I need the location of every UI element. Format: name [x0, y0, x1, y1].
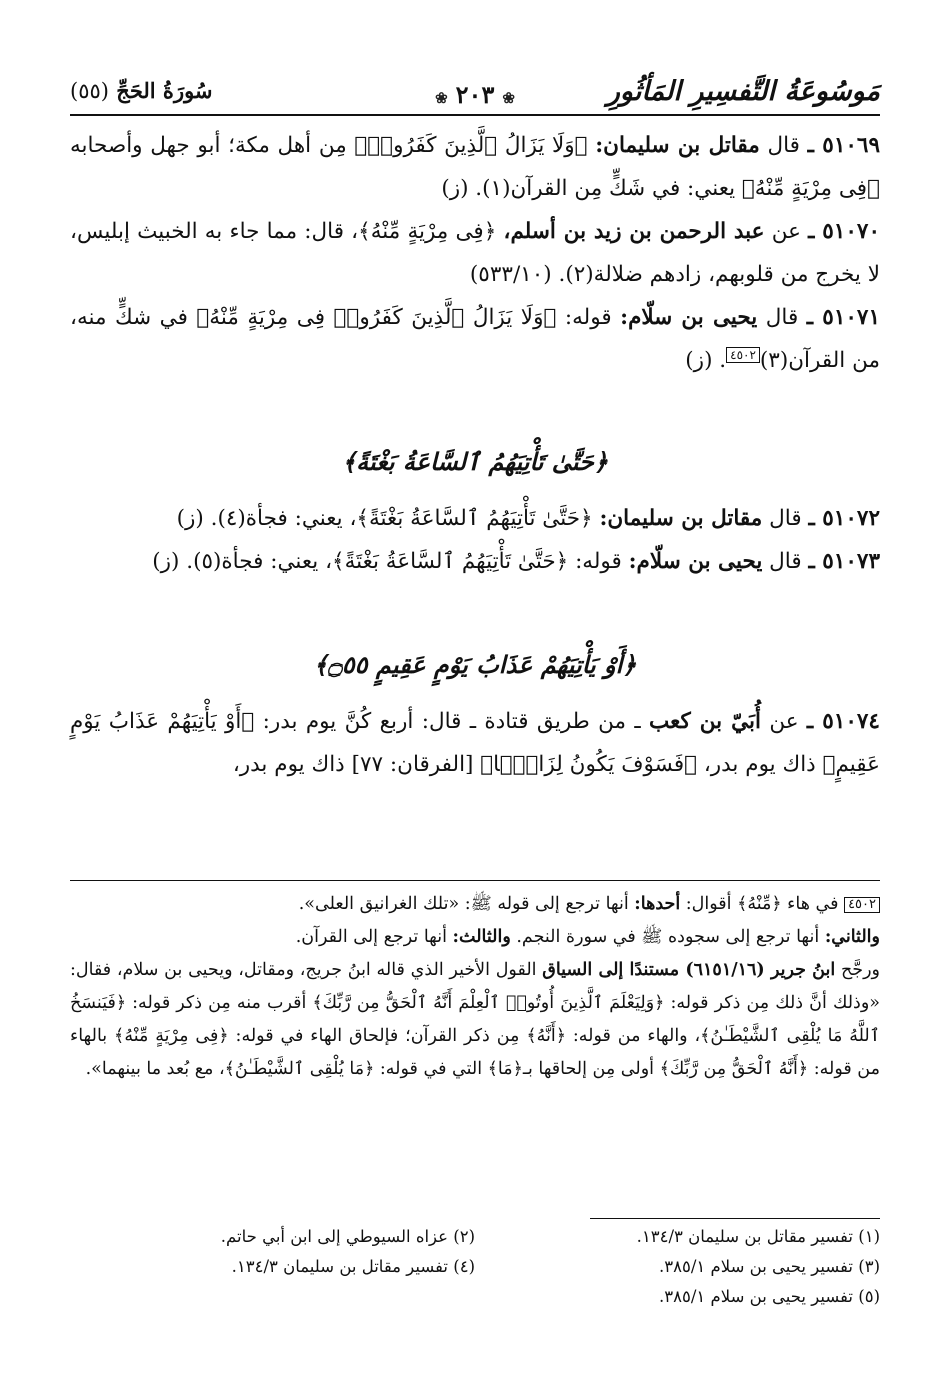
commentary-paragraph: [70, 954, 880, 1086]
surah-label: [70, 78, 213, 103]
entry-intro: عن: [769, 709, 799, 734]
entry-intro: قال: [765, 305, 799, 330]
footnote-row: [70, 1252, 880, 1282]
entry-text: قوله: ﴿حَتَّىٰ تَأْتِيَهُمُ ٱلسَّاعَةُ بَغْتَةً﴾، يعني: فجأة(٥). (ز): [152, 549, 622, 574]
entry-intro: قال: [767, 133, 800, 158]
footnote: (٤) تفسير مقاتل بن سليمان ١٣٤/٣.: [231, 1257, 475, 1276]
footnote: [70, 1282, 475, 1312]
commentary-label: والثالث:: [452, 927, 511, 947]
entry-number: ٥١٠٧٣ ـ: [808, 549, 880, 574]
narration-entry: [70, 124, 880, 210]
entry-tail: . (ز): [685, 348, 727, 373]
commentary-text: أنها ترجع إلى قوله ﷺ: «تلك الغرانيق العلى».: [298, 894, 629, 914]
entry-text: ـ من طريق قتادة ـ قال: أربع كُنَّ يوم بدر: ﴿أَوْ يَأْتِيَهُمْ عَذَابُ يَوْمٍ عَقِيمٍ﴾ ذاك يوم بدر، ﴿فَسَوْفَ يَكُونُ لِزَامًۢا﴾ [الفرقان: ٧٧] ذاك يوم بدر،: [70, 709, 880, 777]
verse-heading: ﴿حَتَّىٰ تَأْتِيَهُمُ ٱلسَّاعَةُ بَغْتَةً﴾: [342, 447, 608, 476]
running-header: [70, 72, 880, 110]
footnote-divider: [590, 1218, 880, 1219]
commentary-text: في هاء ﴿مِّنْهُ﴾ أقوال:: [685, 894, 839, 914]
header-divider: [70, 114, 880, 116]
commentary-text: أنها ترجع إلى سجوده ﷺ في سورة النجم.: [516, 927, 820, 947]
entry-intro: قال: [769, 549, 802, 574]
narrator-name: عبد الرحمن بن زيد بن أسلم،: [503, 219, 765, 244]
commentary-text: ورجَّح: [840, 960, 880, 980]
page-number: ٢٠٣: [455, 80, 495, 109]
ornament-icon: ❀: [502, 89, 515, 107]
commentary-line: [70, 921, 880, 954]
narrator-name: يحيى بن سلّام:: [628, 549, 763, 574]
commentary-label: أحدها:: [634, 894, 681, 914]
narration-entry: [70, 296, 880, 382]
narrator-name: مقاتل بن سليمان:: [599, 506, 763, 531]
commentary-divider: [70, 880, 880, 881]
commentary-label: ابنُ جرير (٦١٥١/١٦) مستندًا إلى السياق: [542, 960, 836, 980]
footnotes: [70, 1222, 880, 1312]
book-title: مَوسُوعَةُ التَّفسِيرِ المَأثُورِ: [606, 76, 880, 107]
narration-entry: [70, 540, 880, 583]
entry-text: ﴿وَلَا يَزَالُ ٱلَّذِينَ كَفَرُوا۟﴾ مِن أهل مكة؛ أبو جهل وأصحابه ﴿فِى مِرْيَةٍ مِّنْهُ﴾ يعني: في شَكٍّ مِن القرآن(١). (ز): [70, 133, 880, 201]
footnote-row: [70, 1282, 880, 1312]
entry-text: ﴿حَتَّىٰ تَأْتِيَهُمُ ٱلسَّاعَةُ بَغْتَةً﴾، يعني: فجأة(٤). (ز): [176, 506, 593, 531]
narration-entry: [70, 497, 880, 540]
entry-number: ٥١٠٧٤ ـ: [806, 709, 880, 734]
narration-entry: [70, 210, 880, 296]
commentary-label: والثاني:: [824, 927, 880, 947]
narrator-name: أُبَيّ بن كعب: [649, 709, 761, 734]
entry-text: ﴿فِى مِرْيَةٍ مِّنْهُ﴾، قال: مما جاء به الخبيث إبليس، لا يخرج من قلوبهم، زادهم ضلالة(٢). (٥٣٣/١٠): [70, 219, 880, 287]
ornament-icon: ❀: [435, 89, 448, 107]
footnote: (٢) عزاه السيوطي إلى ابن أبي حاتم.: [220, 1227, 475, 1246]
commentary-ref-box: ٤٥٠٢: [726, 347, 760, 363]
narrator-name: مقاتل بن سليمان:: [595, 133, 760, 158]
main-text: [70, 124, 880, 786]
entry-number: ٥١٠٦٩ ـ: [807, 133, 881, 158]
commentary-text: القول الأخير الذي قاله ابنُ جريج، ومقاتل، ويحيى بن سلام، فقال: «وذلك أنَّ ذلك مِن ذكر قوله: ﴿وَلِيَعْلَمَ ٱلَّذِينَ أُوتُوا۟ ٱلْعِلْمَ أَنَّهُ ٱلْحَقُّ مِن رَّبِّكَ﴾ أقرب منه مِن ذكر قوله: ﴿فَيَنسَخُ ٱللَّهُ مَا يُلْقِى ٱلشَّيْطَـٰنُ﴾، والهاء من قوله: ﴿أَنَّهُ﴾ مِن ذكر القرآن؛ فإلحاق الهاء في قوله: ﴿فِى مِرْيَةٍ مِّنْهُ﴾ بالهاء من قوله: ﴿أَنَّهُ ٱلْحَقُّ مِن رَّبِّكَ﴾ أولى مِن إلحاقها بـ﴿مَا﴾ التي في قوله: ﴿مَا يُلْقِى ٱلشَّيْطَـٰنُ﴾، مع بُعد ما بينهما».: [70, 960, 880, 1079]
commentary-line: [70, 888, 880, 921]
verse-heading: ﴿أَوْ يَأْتِيَهُمْ عَذَابُ يَوْمٍ عَقِيمٍ ۝٥٥﴾: [313, 650, 637, 679]
entry-number: ٥١٠٧٢ ـ: [808, 506, 880, 531]
commentary-text: أنها ترجع إلى القرآن.: [295, 927, 447, 947]
surah-name: سُورَةُ الحَجِّ: [116, 78, 213, 103]
footnote: (١) تفسير مقاتل بن سليمان ١٣٤/٣.: [636, 1227, 880, 1246]
footnote: (٥) تفسير يحيى بن سلام ٣٨٥/١.: [659, 1287, 880, 1306]
narration-entry: [70, 700, 880, 786]
entry-number: ٥١٠٧٠ ـ: [808, 219, 880, 244]
commentary-block: [70, 888, 880, 1086]
footnote-row: [70, 1222, 880, 1252]
verse-ref: (٥٥): [70, 79, 109, 103]
entry-number: ٥١٠٧١ ـ: [806, 305, 881, 330]
entry-intro: قال: [769, 506, 802, 531]
entry-intro: عن: [771, 219, 801, 244]
commentary-box: ٤٥٠٢: [844, 897, 880, 913]
entry-text: قوله: ﴿وَلَا يَزَالُ ٱلَّذِينَ كَفَرُوا۟ فِى مِرْيَةٍ مِّنْهُ﴾ في شكٍّ منه، من القرآن(٣): [70, 305, 880, 373]
narrator-name: يحيى بن سلّام:: [620, 305, 758, 330]
footnote: (٣) تفسير يحيى بن سلام ٣٨٥/١.: [659, 1257, 880, 1276]
